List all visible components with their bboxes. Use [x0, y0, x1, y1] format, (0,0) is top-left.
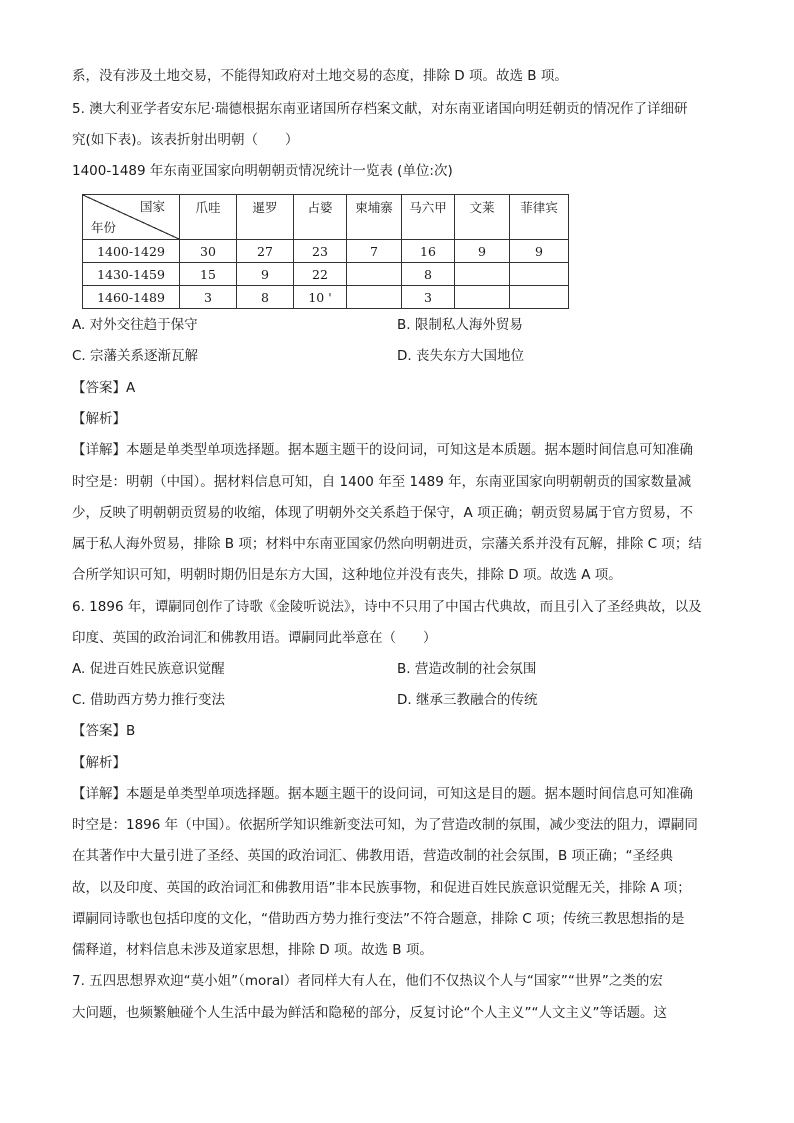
question-6-stem: 6. 1896 年，谭嗣同创作了诗歌《金陵听说法》，诗中不只用了中国古代典故，而且引入了圣经典故，以及	[72, 599, 702, 615]
table-cell	[510, 263, 569, 286]
table-cell: 22	[294, 263, 347, 286]
explanation-line: 合所学知识可知，明朝时期仍旧是东方大国，这种地位并没有丧失，排除 D 项。故选 A 项。	[72, 567, 622, 583]
column-header: 柬埔寨	[347, 195, 402, 240]
explanation-line: 时空是：明朝（中国）。据材料信息可知，自 1400 年至 1489 年，东南亚国家向明朝朝贡的国家数量减	[72, 474, 692, 490]
option-c: C. 借助西方势力推行变法	[72, 692, 226, 708]
column-header: 文莱	[455, 195, 510, 240]
explanation-line: 时空是：1896 年（中国）。依据所学知识维新变法可知，为了营造改制的氛围，减少变法的阻力，谭嗣同	[72, 817, 698, 833]
table-cell: 9	[237, 263, 294, 286]
option-d: D. 继承三教融合的传统	[397, 692, 538, 708]
explanation-line: 【详解】本题是单类型单项选择题。据本题主题干的设问词，可知这是本质题。据本题时间信息可知准确	[72, 442, 693, 458]
explanation-line: 儒释道，材料信息未涉及道家思想，排除 D 项。故选 B 项。	[72, 942, 433, 958]
table-cell: 8	[237, 286, 294, 309]
table-row	[83, 286, 569, 309]
explanation-line: 【详解】本题是单类型单项选择题。据本题主题干的设问词，可知这是目的题。据本题时间信息可知准确	[72, 786, 693, 802]
table-cell	[347, 286, 402, 309]
explanation-line: 故，以及印度、英国的政治词汇和佛教用语”非本民族事物，和促进百姓民族意识觉醒无关，排除 A 项；	[72, 880, 691, 896]
option-d: D. 丧失东方大国地位	[397, 348, 524, 364]
option-c: C. 宗藩关系逐渐瓦解	[72, 348, 199, 364]
table-cell: 9	[510, 240, 569, 263]
table-cell-period: 1430-1459	[83, 263, 180, 286]
question-6-stem: 印度、英国的政治词汇和佛教用语。谭嗣同此举意在（ ）	[72, 630, 437, 646]
table-corner-cell	[83, 195, 180, 240]
explanation-line: 谭嗣同诗歌也包括印度的文化，“借助西方势力推行变法”不符合题意，排除 C 项；传统三教思想指的是	[72, 911, 685, 927]
table-row	[83, 263, 569, 286]
question-7-stem: 大问题，也频繁触碰个人生活中最为鲜活和隐秘的部分，反复讨论“个人主义”“人文主义”等话题。这	[72, 1005, 667, 1021]
table-cell	[510, 286, 569, 309]
table-header-row	[83, 195, 569, 240]
column-header: 暹罗	[237, 195, 294, 240]
table-title: 1400-1489 年东南亚国家向明朝朝贡情况统计一览表 (单位:次)	[72, 163, 453, 179]
table-cell: 3	[180, 286, 237, 309]
option-a: A. 促进百姓民族意识觉醒	[72, 661, 225, 677]
explanation-line: 在其著作中大量引进了圣经、英国的政治词汇、佛教用语，营造改制的社会氛围，B 项正确；“圣经典	[72, 848, 674, 864]
table-row	[83, 240, 569, 263]
question-5-stem: 5. 澳大利亚学者安东尼·瑞德根据东南亚诸国所存档案文献，对东南亚诸国向明廷朝贡的情况作了详细研	[72, 101, 688, 117]
option-b: B. 营造改制的社会氛围	[397, 661, 537, 677]
table-cell: 10 '	[294, 286, 347, 309]
question-7-stem: 7. 五四思想界欢迎“莫小姐”（moral）者同样大有人在，他们不仅热议个人与“国家”“世界”之类的宏	[72, 973, 663, 989]
table-cell: 3	[402, 286, 455, 309]
table-cell-period: 1400-1429	[83, 240, 180, 263]
table-cell: 15	[180, 263, 237, 286]
column-header: 马六甲	[402, 195, 455, 240]
table-cell: 8	[402, 263, 455, 286]
question-5-stem: 究(如下表)。该表折射出明朝（ ）	[72, 132, 299, 148]
tribute-table	[82, 194, 569, 309]
text-line: 系，没有涉及土地交易，不能得知政府对土地交易的态度，排除 D 项。故选 B 项。	[72, 68, 568, 84]
column-header: 占婆	[294, 195, 347, 240]
answer-label: 【答案】B	[72, 723, 136, 739]
analysis-label: 【解析】	[72, 755, 126, 771]
explanation-line: 少，反映了明朝朝贡贸易的收缩，体现了明朝外交关系趋于保守，A 项正确；朝贡贸易属于官方贸易，不	[72, 505, 694, 521]
analysis-label: 【解析】	[72, 411, 126, 427]
column-header: 爪哇	[180, 195, 237, 240]
corner-label-country: 国家	[139, 199, 165, 214]
answer-label: 【答案】A	[72, 380, 136, 396]
table-cell: 7	[347, 240, 402, 263]
column-header: 菲律宾	[510, 195, 569, 240]
table-cell	[455, 286, 510, 309]
table-cell	[455, 263, 510, 286]
option-a: A. 对外交往趋于保守	[72, 317, 198, 333]
table-cell-period: 1460-1489	[83, 286, 180, 309]
table-cell: 27	[237, 240, 294, 263]
corner-label-year: 年份	[91, 220, 117, 235]
option-b: B. 限制私人海外贸易	[397, 317, 523, 333]
table-cell: 9	[455, 240, 510, 263]
table-cell	[347, 263, 402, 286]
table-cell: 23	[294, 240, 347, 263]
table-cell: 16	[402, 240, 455, 263]
explanation-line: 属于私人海外贸易，排除 B 项；材料中东南亚国家仍然向明朝进贡，宗藩关系并没有瓦解，排除 C 项；结	[72, 536, 702, 552]
table-cell: 30	[180, 240, 237, 263]
